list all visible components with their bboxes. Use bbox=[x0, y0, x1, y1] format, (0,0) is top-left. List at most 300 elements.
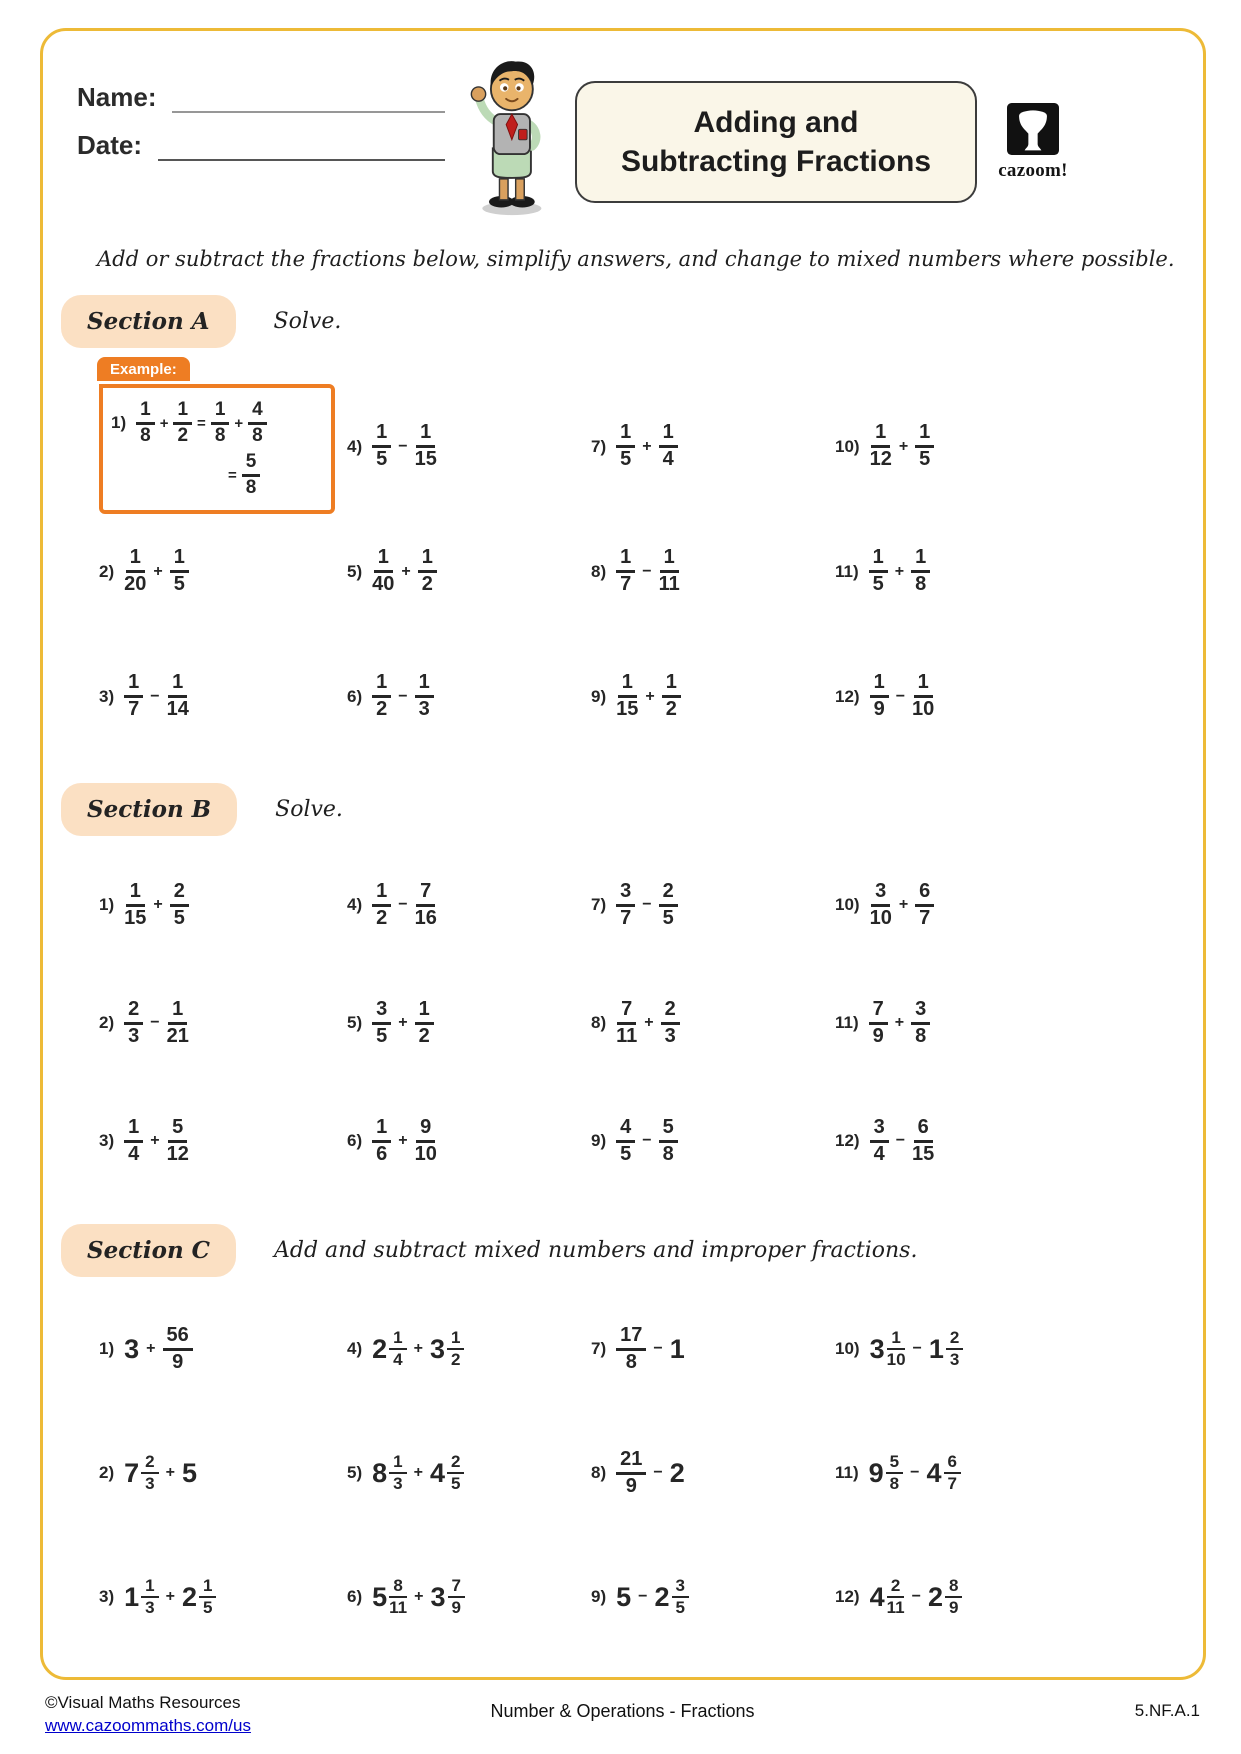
problem bbox=[591, 964, 835, 1082]
denominator: 15 bbox=[124, 906, 147, 929]
denominator: 11 bbox=[886, 1598, 905, 1617]
problem bbox=[347, 634, 591, 759]
problem-number: 10) bbox=[835, 436, 860, 456]
whole-number: 4 bbox=[429, 1457, 445, 1488]
problem-number: 4) bbox=[347, 436, 363, 456]
problem-number: 7) bbox=[591, 1339, 607, 1358]
problem-number: 4) bbox=[347, 895, 363, 914]
example-box bbox=[99, 361, 335, 509]
fraction bbox=[616, 1117, 635, 1165]
operator: − bbox=[642, 1132, 652, 1149]
denominator: 8 bbox=[245, 476, 257, 498]
problem bbox=[99, 964, 347, 1082]
numerator: 9 bbox=[416, 1117, 435, 1143]
numerator: 2 bbox=[141, 1453, 158, 1474]
denominator: 5 bbox=[919, 448, 931, 470]
problem bbox=[835, 964, 1175, 1082]
section-label: Section C bbox=[61, 1224, 236, 1277]
problem-number: 9) bbox=[591, 1587, 607, 1606]
operator: − bbox=[398, 896, 408, 913]
denominator: 4 bbox=[873, 1142, 885, 1165]
fraction bbox=[372, 999, 391, 1047]
mixed-number bbox=[372, 1329, 407, 1370]
operator: − bbox=[150, 687, 160, 705]
numerator: 7 bbox=[416, 881, 435, 907]
problem-number: 5) bbox=[347, 1013, 363, 1032]
denominator: 2 bbox=[665, 698, 677, 720]
whole-number: 4 bbox=[869, 1581, 885, 1612]
numerator: 17 bbox=[616, 1325, 646, 1351]
numerator: 8 bbox=[389, 1577, 406, 1598]
problem-number: 10) bbox=[835, 1339, 860, 1358]
numerator: 56 bbox=[163, 1325, 193, 1351]
numerator: 1 bbox=[173, 400, 192, 425]
operator: − bbox=[911, 1588, 921, 1605]
fraction bbox=[616, 1325, 646, 1373]
problem bbox=[99, 1535, 347, 1659]
section-instruction: Solve. bbox=[275, 797, 343, 822]
fraction bbox=[945, 1577, 962, 1618]
fraction bbox=[662, 672, 681, 720]
section-header bbox=[61, 295, 1175, 348]
denominator: 7 bbox=[947, 1474, 957, 1493]
numerator: 1 bbox=[168, 999, 187, 1025]
denominator: 10 bbox=[414, 1142, 437, 1165]
problem bbox=[347, 1535, 591, 1659]
problem-number: 6) bbox=[347, 1131, 363, 1150]
numerator: 1 bbox=[389, 1329, 406, 1350]
denominator: 9 bbox=[451, 1598, 461, 1617]
problem-number: 1) bbox=[111, 413, 127, 433]
numerator: 1 bbox=[616, 547, 635, 573]
problem-number: 3) bbox=[99, 686, 115, 706]
numerator: 2 bbox=[661, 999, 680, 1025]
numerator: 4 bbox=[248, 400, 267, 425]
numerator: 1 bbox=[911, 547, 930, 573]
denominator: 9 bbox=[625, 1474, 637, 1497]
whole-number: 8 bbox=[372, 1457, 388, 1488]
numerator: 1 bbox=[374, 547, 393, 573]
numerator: 1 bbox=[659, 422, 678, 448]
operator: + bbox=[413, 1340, 423, 1357]
problem-number: 5) bbox=[347, 561, 363, 581]
operator: + bbox=[150, 1132, 160, 1149]
fraction bbox=[659, 881, 678, 929]
denominator: 9 bbox=[948, 1598, 959, 1617]
mixed-number bbox=[124, 1453, 159, 1494]
numerator: 1 bbox=[141, 1577, 158, 1598]
numerator: 2 bbox=[887, 1577, 904, 1598]
problem bbox=[347, 1411, 591, 1535]
operator: = bbox=[228, 466, 237, 484]
numerator: 2 bbox=[170, 881, 189, 907]
problem bbox=[591, 1287, 835, 1411]
fraction bbox=[170, 547, 189, 595]
fraction bbox=[173, 400, 192, 446]
problems-grid bbox=[99, 1287, 1175, 1659]
mixed-number bbox=[430, 1453, 465, 1494]
date-fill-line bbox=[158, 129, 445, 161]
fraction bbox=[389, 1329, 406, 1370]
fraction bbox=[415, 1117, 437, 1165]
denominator: 8 bbox=[625, 1350, 637, 1373]
fraction bbox=[659, 547, 680, 595]
operator: + bbox=[153, 562, 163, 580]
problem bbox=[99, 1287, 347, 1411]
numerator: 1 bbox=[915, 422, 934, 448]
denominator: 11 bbox=[658, 573, 680, 595]
problem-number: 3) bbox=[99, 1131, 115, 1150]
worksheet-title-line2: Subtracting Fractions bbox=[620, 145, 932, 178]
fraction bbox=[616, 547, 635, 595]
fraction bbox=[870, 1117, 889, 1165]
numerator: 1 bbox=[416, 422, 435, 448]
operator: + bbox=[894, 562, 905, 580]
problem-number: 12) bbox=[835, 686, 860, 706]
denominator: 2 bbox=[376, 698, 388, 720]
mixed-number bbox=[655, 1577, 690, 1618]
fraction bbox=[415, 422, 437, 470]
worksheet-instruction: Add or subtract the fractions below, simplify answers, and change to mixed numbers where possible. bbox=[97, 247, 1175, 271]
problem bbox=[347, 846, 591, 964]
operator: + bbox=[645, 687, 655, 705]
section-header bbox=[61, 783, 1175, 836]
whole-number: 3 bbox=[429, 1333, 445, 1364]
numerator: 2 bbox=[124, 999, 143, 1025]
numerator: 3 bbox=[871, 881, 890, 907]
problem-number: 2) bbox=[99, 561, 115, 581]
fraction bbox=[616, 422, 635, 470]
fraction bbox=[616, 1449, 646, 1497]
mixed-number bbox=[870, 1577, 905, 1618]
problem-number: 5) bbox=[347, 1463, 363, 1482]
worksheet-page bbox=[40, 28, 1206, 1680]
problems-grid bbox=[99, 846, 1175, 1200]
numerator: 1 bbox=[124, 1117, 143, 1143]
mixed-number bbox=[430, 1577, 465, 1618]
whole-number: 2 bbox=[372, 1333, 388, 1364]
denominator: 7 bbox=[128, 698, 140, 720]
problem-number: 6) bbox=[347, 1587, 363, 1606]
operator: + bbox=[642, 437, 652, 455]
operator: − bbox=[398, 437, 408, 455]
denominator: 8 bbox=[889, 1474, 900, 1493]
fraction bbox=[911, 999, 930, 1047]
numerator: 1 bbox=[914, 672, 933, 698]
denominator: 9 bbox=[872, 1024, 884, 1047]
operator: + bbox=[234, 414, 244, 432]
numerator: 3 bbox=[672, 1577, 689, 1598]
problem-number: 4) bbox=[347, 1339, 363, 1358]
fraction bbox=[447, 1329, 464, 1370]
denominator: 12 bbox=[166, 1142, 189, 1165]
fraction bbox=[372, 1117, 391, 1165]
whole-number: 1 bbox=[669, 1333, 685, 1364]
numerator: 5 bbox=[242, 452, 261, 477]
name-fill-line bbox=[172, 81, 445, 113]
website-link[interactable]: www.cazoommaths.com/us bbox=[45, 1715, 251, 1735]
denominator: 2 bbox=[418, 1024, 430, 1047]
footer-topic: Number & Operations - Fractions bbox=[490, 1701, 755, 1721]
fraction bbox=[659, 422, 678, 470]
numerator: 1 bbox=[618, 672, 637, 698]
numerator: 1 bbox=[660, 547, 679, 573]
whole-number: 2 bbox=[927, 1581, 943, 1612]
numerator: 2 bbox=[659, 881, 678, 907]
operator: − bbox=[150, 1014, 160, 1031]
denominator: 9 bbox=[172, 1350, 184, 1373]
denominator: 5 bbox=[376, 1024, 388, 1047]
denominator: 5 bbox=[173, 573, 185, 595]
denominator: 10 bbox=[869, 906, 892, 929]
problem-number: 3) bbox=[99, 1587, 115, 1606]
whole-number: 1 bbox=[928, 1333, 944, 1364]
section-instruction: Solve. bbox=[273, 309, 342, 334]
fraction bbox=[946, 1329, 963, 1370]
fraction bbox=[167, 672, 189, 720]
numerator: 1 bbox=[211, 400, 230, 425]
numerator: 1 bbox=[389, 1453, 406, 1474]
problem-number: 11) bbox=[835, 1013, 859, 1032]
mixed-number bbox=[928, 1577, 963, 1618]
fraction bbox=[912, 672, 934, 720]
numerator: 1 bbox=[124, 672, 143, 698]
fraction bbox=[372, 422, 391, 470]
problem-number: 2) bbox=[99, 1463, 115, 1482]
fraction bbox=[248, 400, 267, 446]
numerator: 7 bbox=[617, 999, 636, 1025]
denominator: 3 bbox=[145, 1598, 155, 1617]
denominator: 5 bbox=[451, 1474, 461, 1493]
numerator: 1 bbox=[168, 672, 187, 698]
denominator: 8 bbox=[252, 424, 263, 446]
numerator: 1 bbox=[136, 400, 155, 425]
whole-number: 7 bbox=[124, 1457, 140, 1488]
copyright-text: ©Visual Maths Resources bbox=[45, 1693, 241, 1712]
problem bbox=[835, 1411, 1175, 1535]
fraction bbox=[211, 400, 230, 446]
problem-number: 9) bbox=[591, 686, 607, 706]
whole-number: 3 bbox=[430, 1581, 446, 1612]
denominator: 8 bbox=[915, 573, 927, 595]
denominator: 7 bbox=[620, 906, 632, 929]
fraction bbox=[661, 999, 680, 1047]
operator: + bbox=[159, 414, 169, 432]
denominator: 10 bbox=[912, 698, 935, 720]
worksheet-title-box bbox=[575, 81, 977, 203]
problem bbox=[835, 634, 1175, 759]
mixed-number bbox=[869, 1453, 904, 1494]
numerator: 1 bbox=[199, 1577, 216, 1598]
name-row bbox=[77, 81, 445, 113]
whole-number: 5 bbox=[181, 1457, 197, 1488]
mixed-number bbox=[372, 1453, 407, 1494]
problem bbox=[591, 634, 835, 759]
denominator: 3 bbox=[664, 1024, 676, 1047]
denominator: 7 bbox=[620, 573, 632, 595]
denominator: 9 bbox=[873, 698, 885, 720]
numerator: 1 bbox=[372, 881, 391, 907]
operator: − bbox=[653, 1340, 663, 1357]
whole-number: 5 bbox=[616, 1581, 632, 1612]
fraction bbox=[616, 672, 638, 720]
whole-number: 9 bbox=[868, 1457, 884, 1488]
operator: + bbox=[153, 896, 163, 913]
denominator: 6 bbox=[376, 1142, 388, 1165]
denominator: 5 bbox=[620, 1142, 632, 1165]
operator: = bbox=[197, 414, 206, 432]
fraction bbox=[886, 1453, 903, 1494]
operator: + bbox=[894, 1014, 905, 1031]
numerator: 1 bbox=[887, 1329, 904, 1350]
worksheet-header bbox=[71, 55, 1175, 217]
problem bbox=[347, 1287, 591, 1411]
numerator: 3 bbox=[372, 999, 391, 1025]
fraction bbox=[372, 881, 391, 929]
problem bbox=[835, 509, 1175, 634]
operator: − bbox=[638, 1588, 648, 1605]
operator: − bbox=[895, 687, 906, 705]
fraction bbox=[869, 999, 888, 1047]
fraction bbox=[136, 400, 155, 446]
numerator: 1 bbox=[869, 547, 888, 573]
fraction bbox=[911, 547, 930, 595]
fraction bbox=[167, 1117, 189, 1165]
denominator: 5 bbox=[376, 448, 388, 470]
numerator: 21 bbox=[616, 1449, 646, 1475]
problem bbox=[835, 1287, 1175, 1411]
denominator: 5 bbox=[620, 448, 632, 470]
numerator: 1 bbox=[418, 547, 437, 573]
denominator: 7 bbox=[919, 906, 931, 929]
numerator: 1 bbox=[126, 547, 145, 573]
operator: − bbox=[653, 1464, 663, 1481]
denominator: 2 bbox=[177, 424, 189, 446]
operator: + bbox=[898, 896, 909, 913]
fraction bbox=[167, 999, 189, 1047]
numerator: 6 bbox=[944, 1453, 961, 1474]
fraction bbox=[141, 1453, 158, 1494]
mixed-number bbox=[430, 1329, 465, 1370]
numerator: 4 bbox=[616, 1117, 635, 1143]
problem bbox=[99, 1082, 347, 1200]
fraction bbox=[915, 881, 934, 929]
numerator: 1 bbox=[662, 672, 681, 698]
denominator: 3 bbox=[418, 698, 430, 720]
problem-number: 2) bbox=[99, 1013, 115, 1032]
problem-number: 11) bbox=[835, 561, 859, 581]
problem-number: 8) bbox=[591, 1463, 607, 1482]
fraction bbox=[242, 452, 261, 498]
numerator: 1 bbox=[616, 422, 635, 448]
fraction bbox=[141, 1577, 158, 1618]
denominator: 21 bbox=[166, 1024, 189, 1047]
denominator: 15 bbox=[414, 448, 437, 470]
denominator: 2 bbox=[376, 906, 388, 929]
numerator: 3 bbox=[911, 999, 930, 1025]
fraction bbox=[870, 881, 892, 929]
problem-number: 1) bbox=[99, 1339, 115, 1358]
fraction bbox=[447, 1453, 464, 1494]
denominator: 8 bbox=[662, 1142, 674, 1165]
operator: + bbox=[146, 1340, 156, 1357]
numerator: 6 bbox=[914, 1117, 933, 1143]
numerator: 1 bbox=[372, 672, 391, 698]
numerator: 1 bbox=[126, 881, 145, 907]
date-label: Date: bbox=[77, 130, 143, 160]
whole-number: 4 bbox=[926, 1457, 942, 1488]
problem bbox=[347, 384, 591, 509]
fraction bbox=[887, 1329, 906, 1370]
numerator: 1 bbox=[372, 1117, 391, 1143]
whole-number: 2 bbox=[181, 1581, 197, 1612]
numerator: 5 bbox=[168, 1117, 187, 1143]
fraction bbox=[124, 1117, 143, 1165]
fraction bbox=[199, 1577, 216, 1618]
whole-number: 1 bbox=[124, 1581, 140, 1612]
numerator: 7 bbox=[448, 1577, 465, 1598]
fraction bbox=[389, 1453, 406, 1494]
example-line-1 bbox=[111, 400, 325, 446]
footer-credits bbox=[45, 1692, 430, 1738]
mixed-number bbox=[926, 1453, 961, 1494]
problem bbox=[99, 846, 347, 964]
fraction bbox=[616, 881, 635, 929]
page-footer bbox=[45, 1692, 1200, 1738]
numerator: 3 bbox=[616, 881, 635, 907]
denominator: 5 bbox=[662, 906, 674, 929]
operator: − bbox=[642, 896, 652, 913]
denominator: 14 bbox=[166, 698, 189, 720]
problem bbox=[591, 1411, 835, 1535]
denominator: 40 bbox=[372, 573, 395, 595]
section-header bbox=[61, 1224, 1175, 1277]
denominator: 2 bbox=[451, 1350, 461, 1369]
denominator: 10 bbox=[886, 1350, 906, 1369]
whole-number: 2 bbox=[669, 1457, 685, 1488]
problem-number: 12) bbox=[835, 1131, 860, 1150]
fraction bbox=[124, 881, 146, 929]
operator: − bbox=[642, 562, 652, 580]
problem bbox=[591, 509, 835, 634]
denominator: 3 bbox=[949, 1350, 960, 1369]
numerator: 1 bbox=[170, 547, 189, 573]
problem bbox=[591, 1535, 835, 1659]
problem-number: 8) bbox=[591, 1013, 607, 1032]
operator: + bbox=[898, 437, 909, 455]
cazoom-logo-text: cazoom! bbox=[998, 160, 1068, 181]
problem bbox=[591, 1082, 835, 1200]
numerator: 5 bbox=[659, 1117, 678, 1143]
denominator: 20 bbox=[124, 573, 147, 595]
problem-number: 6) bbox=[347, 686, 363, 706]
denominator: 5 bbox=[872, 573, 884, 595]
denominator: 15 bbox=[616, 698, 639, 720]
fraction bbox=[887, 1577, 905, 1618]
fraction bbox=[915, 422, 934, 470]
fraction bbox=[163, 1325, 193, 1373]
denominator: 15 bbox=[912, 1142, 935, 1165]
numerator: 8 bbox=[945, 1577, 962, 1598]
denominator: 5 bbox=[675, 1598, 685, 1617]
name-date-block bbox=[77, 81, 445, 177]
example-tab: Example: bbox=[97, 357, 190, 381]
problem bbox=[835, 384, 1175, 509]
fraction bbox=[170, 881, 189, 929]
problem-number: 9) bbox=[591, 1131, 607, 1150]
fraction bbox=[389, 1577, 407, 1618]
whole-number: 3 bbox=[124, 1333, 140, 1364]
